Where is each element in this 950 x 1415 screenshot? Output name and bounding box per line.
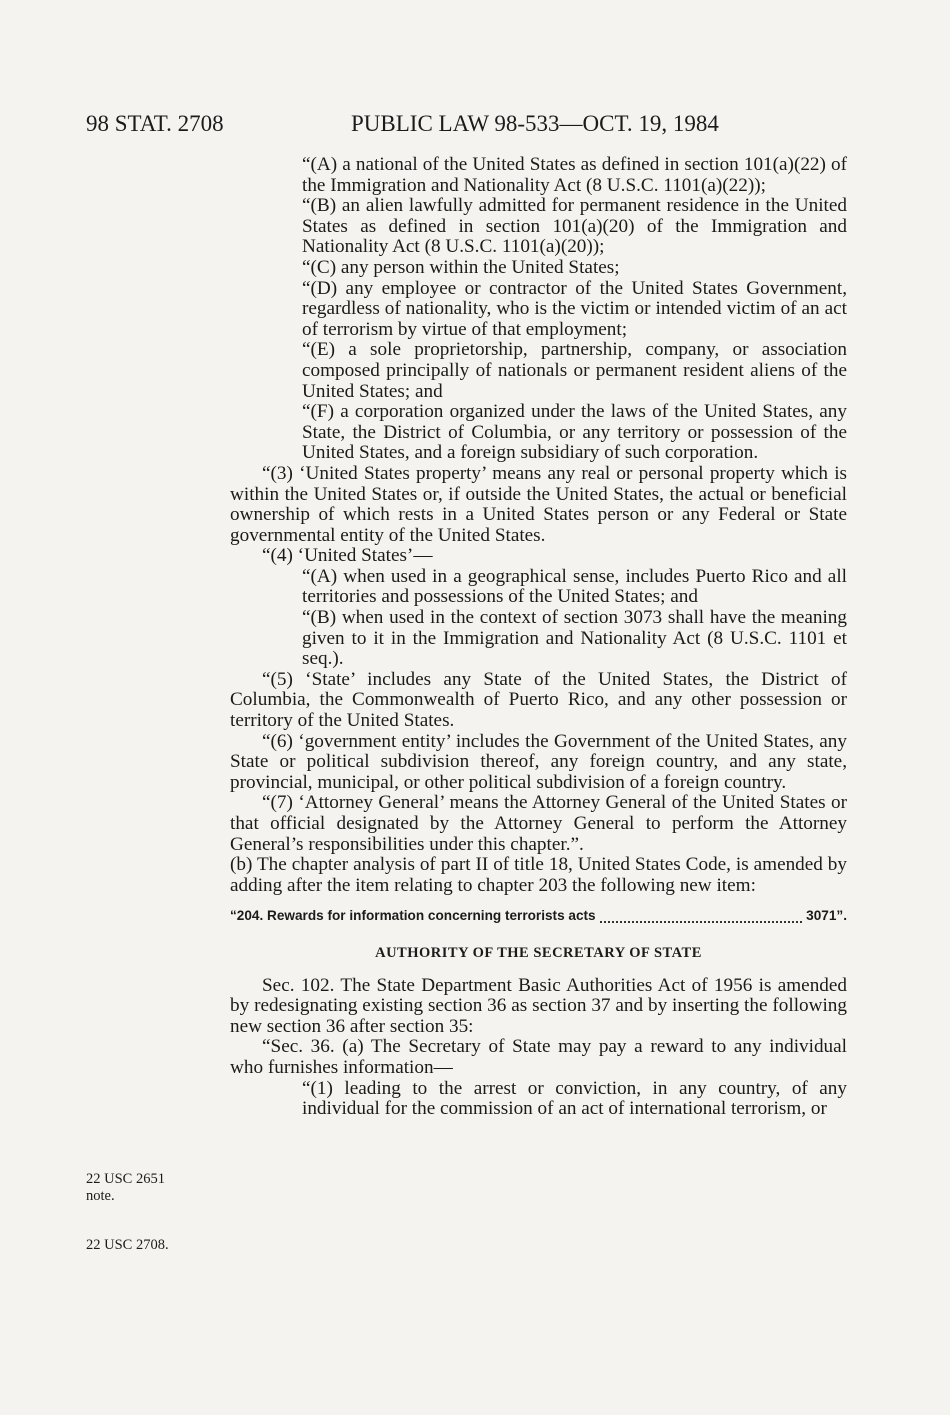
section-36: “Sec. 36. (a) The Secretary of State may pay a reward to any individual who furnishes information— [230,1036,847,1078]
toc-item-page: 3071”. [806,908,847,924]
paragraph-5: “(5) ‘State’ includes any State of the United States, the District of Columbia, the Commonwealth of Puerto Rico, and any other possession or territory of the United States. [230,668,847,732]
paragraph-4a: “(A) when used in a geographical sense, includes Puerto Rico and all territories and possessions of the United States; and [302,565,847,608]
section-36-clause-1: “(1) leading to the arrest or conviction, in any country, of any individual for the commission of an act of international terrorism, or [302,1077,847,1120]
subsection-b: (b) The chapter analysis of part II of title 18, United States Code, is amended by adding after the item relating to chapter 203 the following new item: [230,854,847,896]
margin-note-usc-2708: 22 USC 2708. [86,1237,169,1253]
toc-item-title: “204. Rewards for information concerning terrorists acts [230,908,596,924]
page-citation: 98 STAT. 2708 [86,111,224,136]
paragraph-4b: “(B) when used in the context of section 3073 shall have the meaning given to it in the Immigration and Nationality Act (8 U.S.C. 1101 et seq.). [302,607,847,670]
paragraph-7: “(7) ‘Attorney General’ means the Attorney General of the United States or that official designated by the Attorney General to perform the Attorney General’s responsibilities under this chapter.”. [230,792,847,855]
paragraph-b: “(B) an alien lawfully admitted for permanent residence in the United States as defined in section 101(a)(20) of the Immigration and Nationality Act (8 U.S.C. 1101(a)(20)); [302,195,847,258]
statute-text [230,155,847,1120]
page-header-title: PUBLIC LAW 98-533—OCT. 19, 1984 [351,111,719,136]
paragraph-3: “(3) ‘United States property’ means any real or personal property which is within the United States or, if outside the United States, the actual or beneficial ownership of which rests in a United States person or any Federal or State governmental entity of the United States. [230,462,847,546]
paragraph-6: “(6) ‘government entity’ includes the Government of the United States, any State or political subdivision thereof, any foreign country, and any state, provincial, municipal, or other political subdivision of a foreign country. [230,730,847,793]
margin-note-usc-2651: 22 USC 2651 note. [86,1171,165,1204]
paragraph-a: “(A) a national of the United States as defined in section 101(a)(22) of the Immigration and Nationality Act (8 U.S.C. 1101(a)(22)); [302,154,847,196]
paragraph-4: “(4) ‘United States’— [262,545,433,567]
paragraph-e: “(E) a sole proprietorship, partnership, company, or association composed principally of nationals or permanent resident aliens of the United States; and [302,339,847,402]
section-heading: AUTHORITY OF THE SECRETARY OF STATE [375,944,702,961]
paragraph-c: “(C) any person within the United States; [302,256,620,278]
paragraph-f: “(F) a corporation organized under the laws of the United States, any State, the District of Columbia, or any territory or possession of the United States, and a foreign subsidiary of such corporation. [302,401,847,464]
paragraph-d: “(D) any employee or contractor of the United States Government, regardless of nationality, who is the victim or intended victim of an act of terrorism by virtue of that employment; [302,277,847,340]
chapter-analysis-item [230,906,847,927]
toc-leader-dots [600,906,803,923]
section-102: Sec. 102. The State Department Basic Authorities Act of 1956 is amended by redesignating existing section 36 as section 37 and by inserting the following new section 36 after section 35: [230,974,847,1037]
